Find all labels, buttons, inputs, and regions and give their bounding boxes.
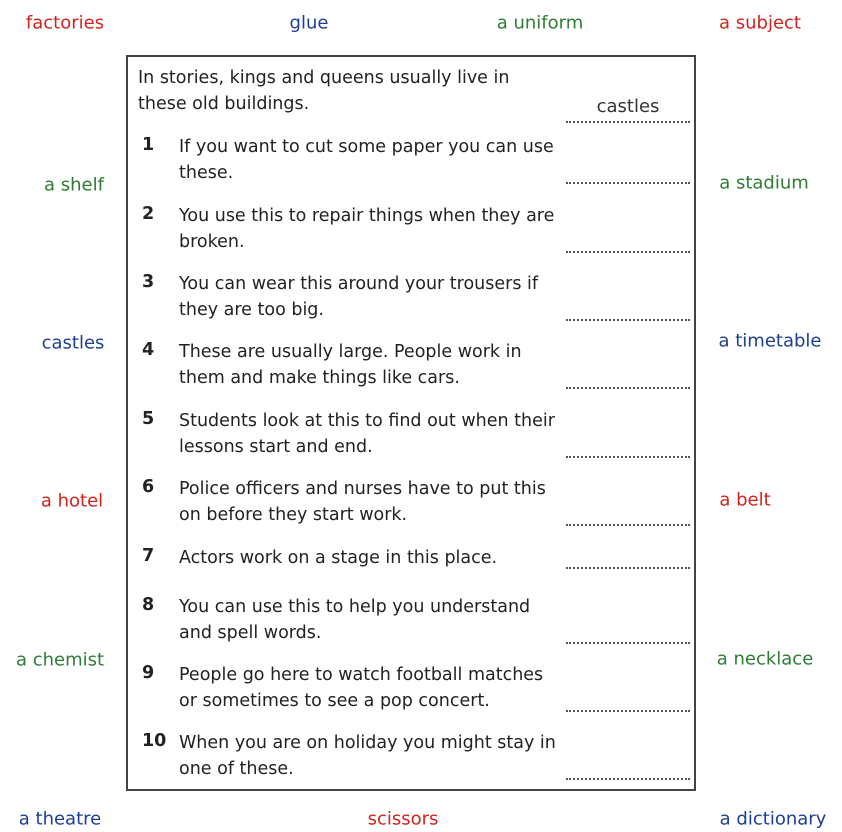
word-option: a theatre	[18, 808, 102, 830]
question-text: People go here to watch football matches or sometimes to see a pop concert.	[179, 665, 544, 711]
question-text: You can use this to help you understand and spell words.	[179, 597, 531, 643]
question-text: These are usually large. People work in them and make things like cars.	[179, 342, 522, 388]
question-number: 6	[142, 477, 155, 497]
question-number: 3	[142, 272, 155, 292]
word-option: a dictionary	[719, 808, 827, 830]
word-option: a subject	[719, 12, 801, 34]
word-option: factories	[25, 12, 105, 34]
question-number: 5	[142, 409, 155, 429]
word-option: a shelf	[44, 174, 104, 196]
word-option: scissors	[367, 808, 439, 830]
answer-line[interactable]	[566, 456, 690, 458]
word-option: a hotel	[40, 490, 104, 512]
question-text: Students look at this to find out when their lessons start and end.	[179, 411, 555, 457]
example-answer: castles	[596, 96, 660, 117]
answer-line[interactable]	[566, 778, 690, 780]
word-option: a belt	[719, 489, 771, 511]
answer-line[interactable]	[566, 710, 690, 712]
word-option: glue	[289, 12, 329, 34]
word-option: a necklace	[716, 648, 814, 670]
word-option: a stadium	[719, 172, 809, 194]
question-box	[126, 55, 696, 791]
question-number: 9	[142, 663, 155, 683]
question-number: 2	[142, 204, 155, 224]
question-text: Police officers and nurses have to put this on before they start work.	[179, 479, 546, 525]
answer-line[interactable]	[566, 524, 690, 526]
question-text: If you want to cut some paper you can use these.	[179, 137, 554, 183]
question-number: 1	[142, 135, 155, 155]
word-option: a timetable	[718, 330, 822, 352]
question-number: 4	[142, 340, 155, 360]
question-number: 8	[142, 595, 155, 615]
question-text: You can wear this around your trousers if they are too big.	[179, 274, 539, 320]
question-text: Actors work on a stage in this place.	[179, 548, 498, 568]
answer-line[interactable]	[566, 319, 690, 321]
question-number: 7	[142, 546, 155, 566]
answer-line[interactable]	[566, 251, 690, 253]
answer-line[interactable]	[566, 567, 690, 569]
answer-line	[566, 121, 690, 123]
answer-line[interactable]	[566, 387, 690, 389]
word-option: castles	[41, 332, 105, 354]
word-option: a chemist	[15, 649, 105, 671]
question-text: You use this to repair things when they are broken.	[179, 206, 555, 252]
example-text: In stories, kings and queens usually live in these old buildings.	[138, 68, 510, 114]
answer-line[interactable]	[566, 182, 690, 184]
word-option: a uniform	[496, 12, 584, 34]
answer-line[interactable]	[566, 642, 690, 644]
question-number: 10	[142, 731, 167, 751]
question-text: When you are on holiday you might stay in one of these.	[179, 733, 556, 779]
